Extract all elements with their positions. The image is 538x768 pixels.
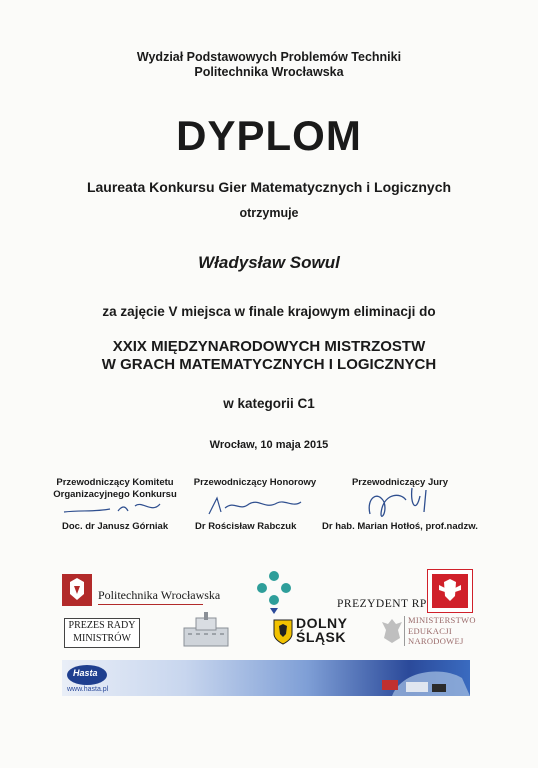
category-text: w kategorii C1 xyxy=(223,396,315,411)
recipient-name: Władysław Sowul xyxy=(198,253,340,272)
eagle-emblem-icon xyxy=(380,616,404,646)
signature-title-2: Przewodniczący Honorowy xyxy=(193,477,317,488)
faculty-name: Wydział Podstawowych Problemów Techniki xyxy=(136,50,402,64)
ministry-divider xyxy=(404,616,405,646)
place-text: za zajęcie V miejsca w finale krajowym eliminacji do xyxy=(102,304,436,319)
vehicles-illustration-icon xyxy=(362,660,470,696)
dolny-slask-crest-icon xyxy=(272,618,294,646)
prime-minister-box xyxy=(64,618,140,648)
prime-minister-line1: PREZES RADY xyxy=(68,620,136,631)
signature-title-3: Przewodniczący Jury xyxy=(351,477,449,488)
receives-text: otrzymuje xyxy=(239,206,299,220)
president-label: PREZYDENT RP xyxy=(337,598,427,610)
signature-scribble-2 xyxy=(205,494,305,518)
hasta-url: www.hasta.pl xyxy=(67,686,109,693)
building-icon xyxy=(182,610,230,650)
ministry-logo: MINISTERSTWO EDUKACJI NARODOWEJ xyxy=(408,615,476,646)
faculty-header xyxy=(0,50,538,80)
hasta-banner xyxy=(62,660,470,696)
dolny-slask-logo: DOLNY ŚLĄSK xyxy=(296,615,348,645)
signature-scribble-1 xyxy=(60,496,170,520)
signature-title-1: Przewodniczący Komitetu Organizacyjnego Konkursu xyxy=(53,477,177,500)
diploma-title: DYPLOM xyxy=(176,112,362,159)
pwr-sponsor-label: Politechnika Wrocławska xyxy=(98,588,221,602)
signature-name-2: Dr Rościsław Rabczuk xyxy=(195,521,297,532)
prime-minister-line2: MINISTRÓW xyxy=(73,633,131,644)
pwr-logo-icon xyxy=(62,574,92,606)
date-text: Wrocław, 10 maja 2015 xyxy=(209,439,329,451)
championship-line2: W GRACH MATEMATYCZNYCH I LOGICZNYCH xyxy=(101,356,437,373)
signature-name-1: Doc. dr Janusz Górniak xyxy=(62,521,169,532)
president-emblem-icon xyxy=(427,569,473,613)
signature-scribble-3 xyxy=(360,484,440,526)
signature-name-3: Dr hab. Marian Hotłoś, prof.nadzw. xyxy=(322,521,478,532)
diploma-subtitle: Laureata Konkursu Gier Matematycznych i Logicznych xyxy=(86,179,452,195)
championship-line1: XXIX MIĘDZYNARODOWYCH MISTRZOSTW xyxy=(112,338,426,355)
diamond-logo-icon xyxy=(248,566,300,618)
hasta-logo-text: Hasta xyxy=(73,668,98,678)
pwr-underline xyxy=(98,604,203,605)
championship-name xyxy=(0,338,538,374)
university-name: Politechnika Wrocławska xyxy=(194,65,344,79)
